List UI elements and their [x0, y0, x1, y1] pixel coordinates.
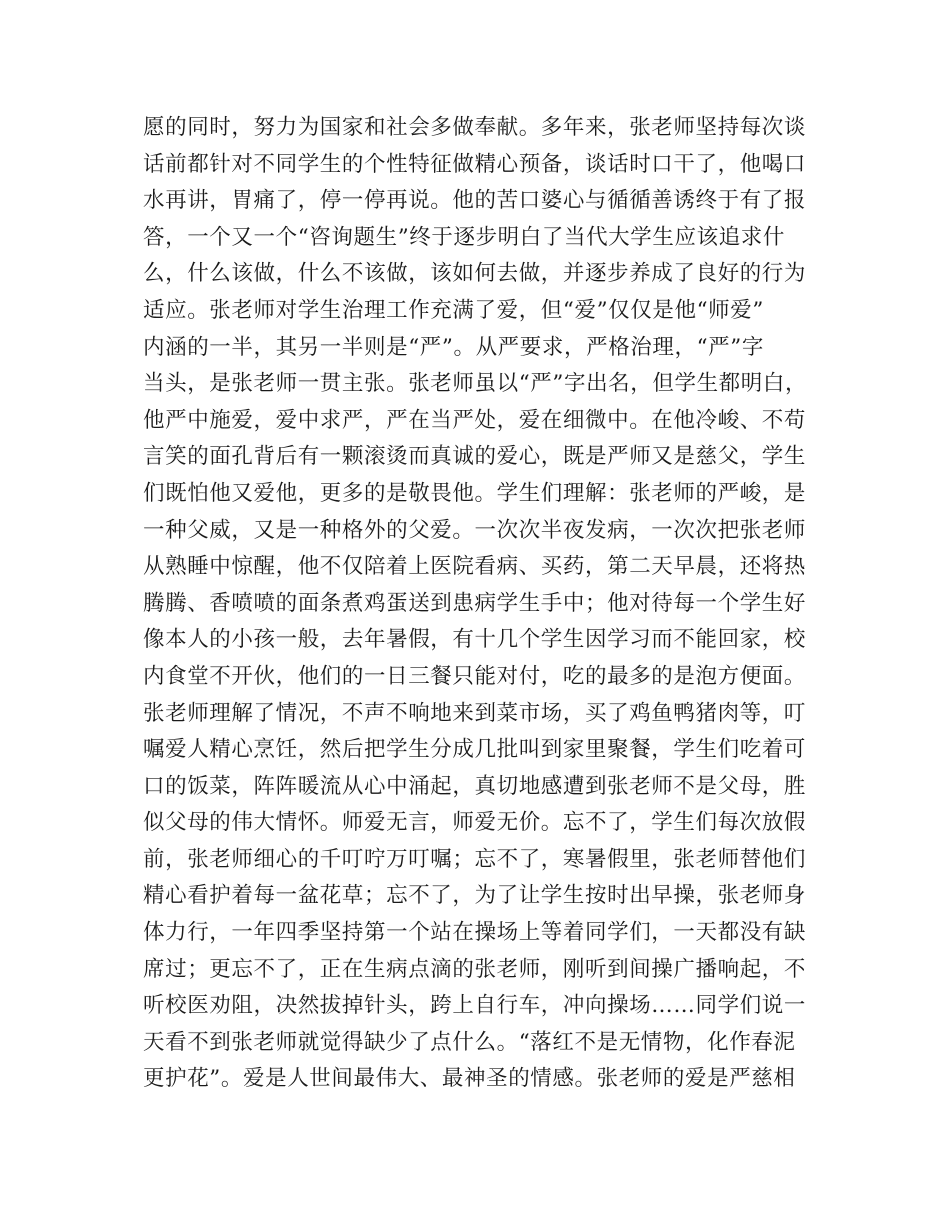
text-line: 他严中施爱，爱中求严，严在当严处，爱在细微中。在他冷峻、不苟	[143, 407, 807, 433]
text-line: 言笑的面孔背后有一颗滚烫而真诚的爱心，既是严师又是慈父，学生	[143, 444, 807, 470]
text-line: 嘱爱人精心烹饪，然后把学生分成几批叫到家里聚餐，学生们吃着可	[143, 737, 807, 763]
text-line: 当头，是张老师一贯主张。张老师虽以“严”字出名，但学生都明白，	[143, 371, 808, 397]
text-line: 体力行，一年四季坚持第一个站在操场上等着同学们，一天都没有缺	[143, 920, 807, 946]
text-line: 前，张老师细心的千叮咛万叮嘱；忘不了，寒暑假里，张老师替他们	[143, 846, 807, 872]
text-line: 内食堂不开伙，他们的一日三餐只能对付，吃的最多的是泡方便面。	[143, 663, 807, 689]
text-line: 天看不到张老师就觉得缺少了点什么。“落红不是无情物，化作春泥	[143, 1029, 796, 1055]
text-line: 答，一个又一个“咨询题生”终于逐步明白了当代大学生应该追求什	[143, 224, 785, 250]
text-line: 腾腾、香喷喷的面条煮鸡蛋送到患病学生手中；他对待每一个学生好	[143, 590, 807, 616]
text-line: 精心看护着每一盆花草；忘不了，为了让学生按时出早操，张老师身	[143, 883, 807, 909]
text-line: 们既怕他又爱他，更多的是敬畏他。学生们理解：张老师的严峻，是	[143, 480, 807, 506]
text-line: 似父母的伟大情怀。师爱无言，师爱无价。忘不了，学生们每次放假	[143, 810, 807, 836]
text-line: 口的饭菜，阵阵暖流从心中涌起，真切地感遭到张老师不是父母，胜	[143, 773, 807, 799]
text-line: 听校医劝阻，决然拔掉针头，跨上自行车，冲向操场……同学们说一	[143, 993, 807, 1019]
text-line: 一种父威，又是一种格外的父爱。一次次半夜发病，一次次把张老师	[143, 517, 807, 543]
text-line: 像本人的小孩一般，去年暑假，有十几个学生因学习而不能回家，校	[143, 627, 807, 653]
text-line: 话前都针对不同学生的个性特征做精心预备，谈话时口干了，他喝口	[143, 151, 807, 177]
text-line: 么，什么该做，什么不该做，该如何去做，并逐步养成了良好的行为	[143, 261, 807, 287]
text-line: 水再讲，胃痛了，停一停再说。他的苦口婆心与循循善诱终于有了报	[143, 188, 807, 214]
text-line: 愿的同时，努力为国家和社会多做奉献。多年来，张老师坚持每次谈	[143, 115, 807, 140]
body-text	[143, 110, 823, 1098]
text-line: 从熟睡中惊醒，他不仅陪着上医院看病、买药，第二天早晨，还将热	[143, 554, 807, 580]
text-line: 更护花”。爱是人世间最伟大、最神圣的情感。张老师的爱是严慈相	[143, 1066, 796, 1092]
text-line: 张老师理解了情况，不声不响地来到菜市场，买了鸡鱼鸭猪肉等，叮	[143, 700, 807, 726]
text-line: 席过；更忘不了，正在生病点滴的张老师，刚听到间操广播响起，不	[143, 956, 807, 982]
text-line: 适应。张老师对学生治理工作充满了爱，但“爱”仅仅是他“师爱”	[143, 297, 764, 323]
text-line: 内涵的一半，其另一半则是“严”。从严要求，严格治理，“严”字	[143, 334, 764, 360]
